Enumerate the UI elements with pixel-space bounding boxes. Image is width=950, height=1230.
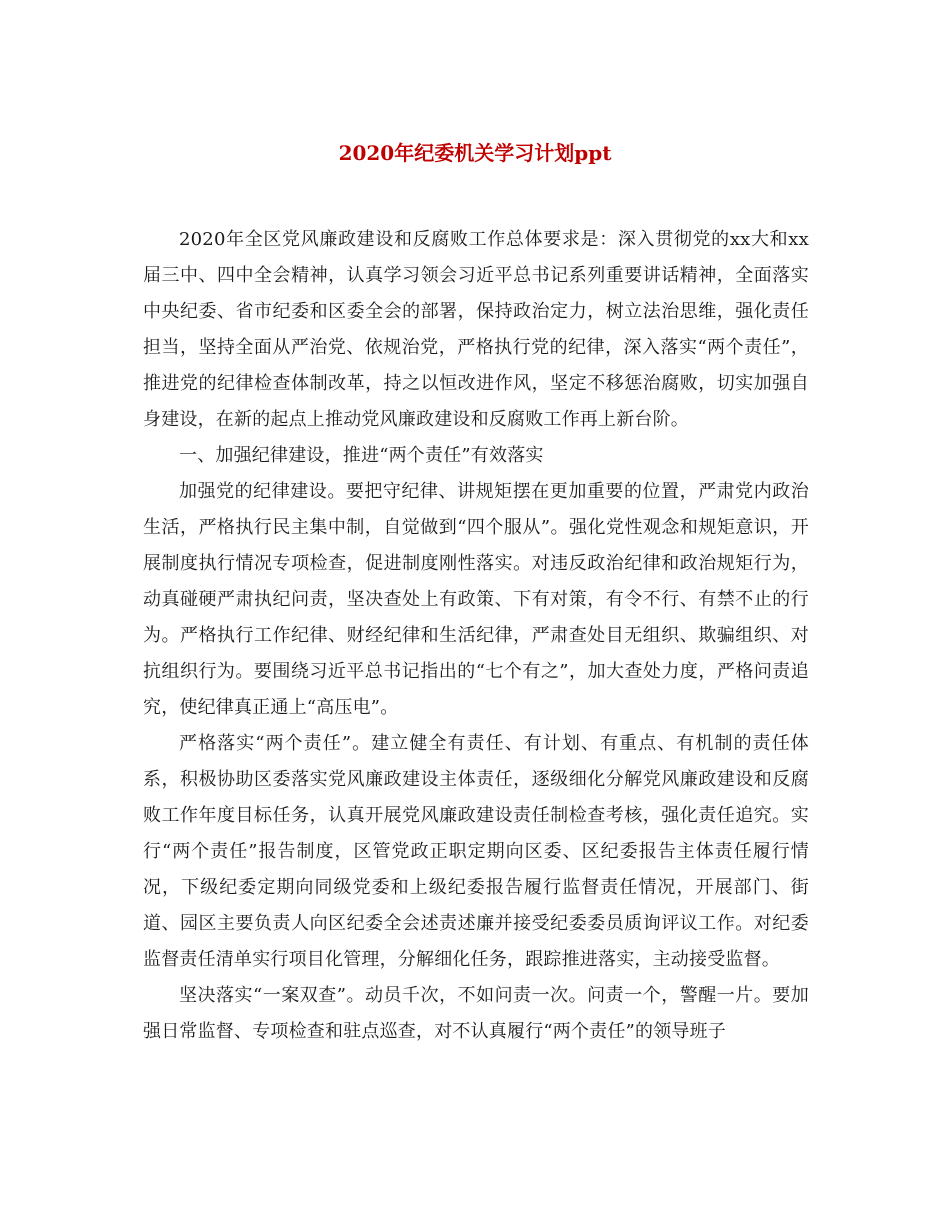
paragraph-two-responsibilities: 严格落实“两个责任”。建立健全有责任、有计划、有重点、有机制的责任体系，积极协助区委落实党风廉政建设主体责任，逐级细化分解党风廉政建设和反腐败工作年度目标任务，认真开展党风廉政建设责任制检查考核，强化责任追究。实行“两个责任”报告制度，区管党政正职定期向区委、区纪委报告主体责任履行情况，下级纪委定期向同级党委和上级纪委报告履行监督责任情况，开展部门、街道、园区主要负责人向区纪委全会述责述廉并接受纪委委员质询评议工作。对纪委监督责任清单实行项目化管理，分解细化任务，跟踪推进落实，主动接受监督。 (143, 733, 809, 970)
paragraph-intro: 2020年全区党风廉政建设和反腐败工作总体要求是：深入贯彻党的xx大和xx届三中、四中全会精神，认真学习领会习近平总书记系列重要讲话精神，全面落实中央纪委、省市纪委和区委全会的部署，保持政治定力，树立法治思维，强化责任担当，坚持全面从严治党、依规治党，严格执行党的纪律，深入落实“两个责任”，推进党的纪律检查体制改革，持之以恒改进作风，坚定不移惩治腐败，切实加强自身建设，在新的起点上推动党风廉政建设和反腐败工作再上新台阶。 (143, 229, 809, 430)
document-body (143, 222, 809, 1050)
section-heading-1: 一、加强纪律建设，推进“两个责任”有效落实 (179, 445, 544, 466)
document-title: 2020年纪委机关学习计划ppt (338, 141, 612, 165)
paragraph-discipline: 加强党的纪律建设。要把守纪律、讲规矩摆在更加重要的位置，严肃党内政治生活，严格执行民主集中制，自觉做到“四个服从”。强化党性观念和规矩意识，开展制度执行情况专项检查，促进制度刚性落实。对违反政治纪律和政治规矩行为，动真碰硬严肃执纪问责，坚决查处上有政策、下有对策，有令不行、有禁不止的行为。严格执行工作纪律、财经纪律和生活纪律，严肃查处目无组织、欺骗组织、对抗组织行为。要围绕习近平总书记指出的“七个有之”，加大查处力度，严格问责追究，使纪律真正通上“高压电”。 (143, 481, 809, 718)
paragraph-one-case-two-checks: 坚决落实“一案双查”。动员千次，不如问责一次。问责一个，警醒一片。要加强日常监督、专项检查和驻点巡查，对不认真履行“两个责任”的领导班子 (143, 985, 809, 1042)
